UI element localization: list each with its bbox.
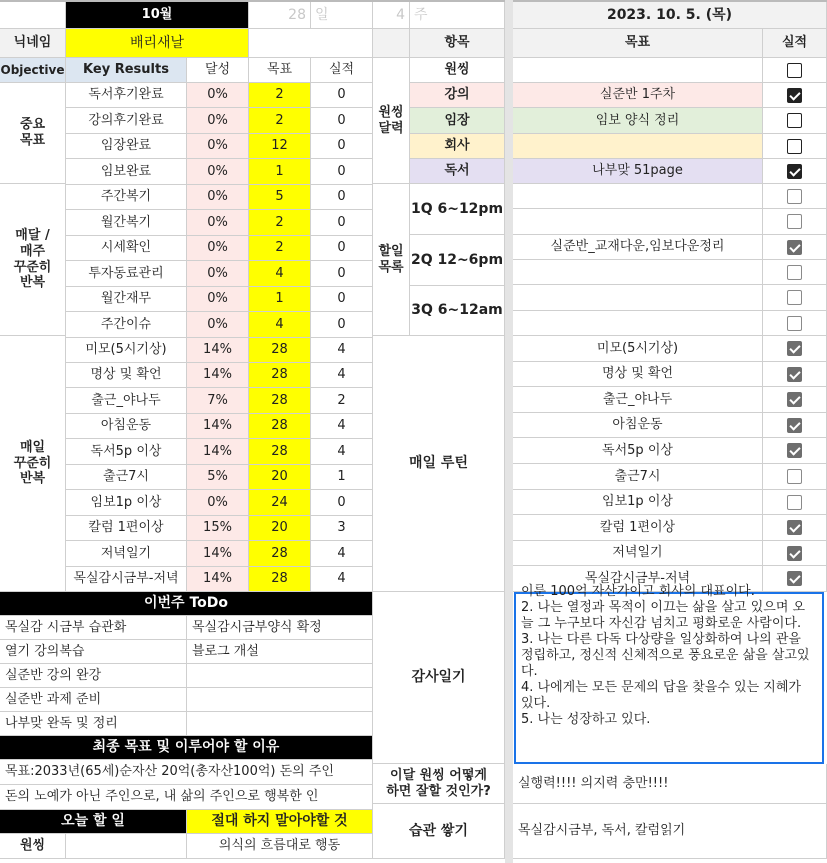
routine-checkbox-cell: [763, 541, 827, 566]
date-header: 2023. 10. 5. (목): [513, 2, 827, 29]
kr-goal[interactable]: 2: [249, 236, 311, 261]
kr-achieve: 15%: [187, 516, 249, 541]
todo-checkbox-cell: [763, 311, 827, 336]
routine-goal[interactable]: 출근_야나두: [513, 387, 763, 413]
kr-achieve: 14%: [187, 567, 249, 592]
month-cell[interactable]: 10월: [66, 2, 249, 29]
todo-checkbox-cell: [763, 184, 827, 209]
kr-name[interactable]: 칼럼 1편이상: [66, 516, 187, 541]
winning-goal[interactable]: [513, 134, 763, 159]
kr-actual[interactable]: 0: [311, 185, 373, 210]
weekly-todo-left[interactable]: 열기 강의복습: [0, 640, 187, 664]
kr-name[interactable]: 출근_야나두: [66, 388, 187, 414]
today-onething-value[interactable]: [66, 834, 187, 859]
winning-checkbox-cell: [763, 58, 827, 83]
weekly-todo-right[interactable]: 목실감시금부양식 확정: [187, 616, 373, 640]
kr-goal[interactable]: 28: [249, 567, 311, 592]
weekly-todo-right[interactable]: [187, 712, 373, 736]
goal-header: 목표: [513, 29, 763, 58]
todo-checkbox-cell: [763, 235, 827, 260]
kr-actual[interactable]: 0: [311, 312, 373, 338]
kr-actual[interactable]: 0: [311, 134, 373, 159]
kr-actual[interactable]: 0: [311, 83, 373, 108]
kr-name[interactable]: 아침운동: [66, 414, 187, 439]
todo-checkbox[interactable]: [787, 265, 802, 280]
achieve-header: 달성: [187, 58, 249, 83]
kr-name[interactable]: 독서5p 이상: [66, 439, 187, 465]
kr-achieve: 0%: [187, 490, 249, 516]
week-unit: 주: [410, 2, 505, 29]
kr-achieve: 0%: [187, 312, 249, 338]
kr-actual[interactable]: 0: [311, 261, 373, 287]
group-daily: 매일 꾸준히 반복: [0, 336, 66, 592]
todo-checkbox[interactable]: [787, 290, 802, 305]
kr-actual[interactable]: 0: [311, 159, 373, 185]
routine-checkbox[interactable]: [787, 392, 802, 407]
routine-checkbox[interactable]: [787, 418, 802, 433]
nick-label: 닉네임: [0, 29, 66, 58]
kr-achieve: 0%: [187, 185, 249, 210]
weekly-todo-right[interactable]: 블로그 개설: [187, 640, 373, 664]
routine-goal[interactable]: 출근7시: [513, 464, 763, 490]
key-results-header: Key Results: [66, 58, 187, 83]
kr-actual[interactable]: 4: [311, 541, 373, 567]
kr-actual[interactable]: 4: [311, 338, 373, 363]
winning-checkbox[interactable]: [787, 164, 802, 179]
kr-achieve: 0%: [187, 210, 249, 236]
kr-goal[interactable]: 12: [249, 134, 311, 159]
winning-item: 강의: [410, 83, 505, 108]
winning-group-label: 원씽 달력: [373, 58, 410, 184]
weekly-todo-left[interactable]: 나부맞 완독 및 정리: [0, 712, 187, 736]
kr-name[interactable]: 목실감시금부-저녁: [66, 567, 187, 592]
kr-name[interactable]: 임보1p 이상: [66, 490, 187, 516]
routine-goal[interactable]: 임보1p 이상: [513, 490, 763, 515]
kr-actual[interactable]: 4: [311, 439, 373, 465]
routine-goal[interactable]: 독서5p 이상: [513, 438, 763, 464]
winning-goal[interactable]: 실준반 1주차: [513, 83, 763, 108]
routine-checkbox-cell: [763, 515, 827, 541]
item-header: 항목: [410, 29, 505, 58]
routine-checkbox-cell: [763, 362, 827, 387]
kr-goal[interactable]: 5: [249, 185, 311, 210]
routine-goal[interactable]: 저녁일기: [513, 541, 763, 566]
routine-goal[interactable]: 칼럼 1편이상: [513, 515, 763, 541]
todo-checkbox-cell: [763, 285, 827, 311]
kr-name[interactable]: 월간재무: [66, 287, 187, 312]
todo-checkbox[interactable]: [787, 189, 802, 204]
kr-goal[interactable]: 28: [249, 414, 311, 439]
kr-goal[interactable]: 4: [249, 312, 311, 338]
kr-achieve: 5%: [187, 465, 249, 490]
habit-label: 습관 쌓기: [373, 804, 505, 859]
todo-group-label: 할일 목록: [373, 184, 410, 336]
kr-goal[interactable]: 1: [249, 159, 311, 185]
okr-actual-header: 실적: [311, 58, 373, 83]
slot-2q: 2Q 12~6pm: [410, 235, 505, 286]
routine-checkbox-cell: [763, 438, 827, 464]
kr-name[interactable]: 투자동료관리: [66, 261, 187, 287]
kr-actual[interactable]: 0: [311, 210, 373, 236]
gratitude-text: 이룬 100억 자산가이고 회사의 대표이다. 2. 나는 열정과 목적이 이끄는 삶을 살고 있으며 오늘 그 누구보다 자신감 넘치고 평화로운 사람이다. 3. 나는 다른 다독 다상량을 일상화하여 나의 관을 정립하고, 정신적 신체적으로 풍요로운 삶을 살고있다. 4. 나에게는 모든 문제의 답을 찾을수 있는 지혜가 있다. 5. 나는 성장하고 있다.: [521, 584, 810, 727]
blank-header: [373, 29, 410, 58]
winning-goal[interactable]: 임보 양식 정리: [513, 108, 763, 134]
winning-checkbox[interactable]: [787, 63, 802, 78]
kr-actual[interactable]: 2: [311, 388, 373, 414]
kr-name[interactable]: 주간이슈: [66, 312, 187, 338]
slot-3q: 3Q 6~12am: [410, 286, 505, 336]
weekly-todo-left[interactable]: 실준반 과제 준비: [0, 688, 187, 712]
kr-goal[interactable]: 20: [249, 516, 311, 541]
kr-name[interactable]: 강의후기완료: [66, 108, 187, 134]
objective-header: Objective: [0, 58, 66, 83]
kr-achieve: 0%: [187, 159, 249, 185]
kr-actual[interactable]: 0: [311, 236, 373, 261]
todo-checkbox-cell: [763, 260, 827, 285]
winning-checkbox-cell: [763, 159, 827, 184]
never-value[interactable]: 의식의 흐름대로 행동: [187, 834, 373, 859]
weekly-todo-left[interactable]: 목실감 시금부 습관화: [0, 616, 187, 640]
kr-goal[interactable]: 28: [249, 541, 311, 567]
kr-actual[interactable]: 4: [311, 363, 373, 388]
routine-goal[interactable]: 목실감시금부-저녁: [513, 566, 763, 592]
winning-checkbox-cell: [763, 134, 827, 159]
kr-goal[interactable]: 20: [249, 465, 311, 490]
kr-goal[interactable]: 2: [249, 83, 311, 108]
routine-goal[interactable]: 아침운동: [513, 413, 763, 438]
top-blank: [0, 2, 66, 29]
final-goal-line-1[interactable]: 목표:2033년(65세)순자산 20억(총자산100억) 돈의 주인: [0, 760, 373, 785]
kr-achieve: 0%: [187, 287, 249, 312]
plan-value[interactable]: 실행력!!!! 의지력 충만!!!!: [513, 764, 827, 804]
kr-goal[interactable]: 28: [249, 439, 311, 465]
today-title: 오늘 할 일: [0, 810, 187, 834]
day-unit: 일: [311, 2, 373, 29]
routine-goal[interactable]: 명상 및 확언: [513, 362, 763, 387]
winning-item: 회사: [410, 134, 505, 159]
todo-goal[interactable]: [513, 311, 763, 336]
routine-checkbox[interactable]: [787, 495, 802, 510]
okr-goal-header: 목표: [249, 58, 311, 83]
final-goal-title: 최종 목표 및 이루어야 할 이유: [0, 736, 373, 760]
kr-achieve: 14%: [187, 338, 249, 363]
kr-achieve: 14%: [187, 363, 249, 388]
gratitude-text-cell[interactable]: [514, 584, 824, 764]
todo-goal[interactable]: [513, 260, 763, 285]
blank-cell: [249, 29, 373, 58]
kr-actual[interactable]: 4: [311, 414, 373, 439]
week-num: 4: [373, 2, 410, 29]
habit-value[interactable]: 목실감시금부, 독서, 칼럼읽기: [513, 804, 827, 859]
todo-checkbox[interactable]: [787, 240, 802, 255]
routine-checkbox[interactable]: [787, 469, 802, 484]
kr-name[interactable]: 시세확인: [66, 236, 187, 261]
kr-actual[interactable]: 3: [311, 516, 373, 541]
routine-checkbox[interactable]: [787, 546, 802, 561]
kr-actual[interactable]: 4: [311, 567, 373, 592]
kr-achieve: 0%: [187, 261, 249, 287]
kr-name[interactable]: 미모(5시기상): [66, 338, 187, 363]
kr-name[interactable]: 월간복기: [66, 210, 187, 236]
weekly-todo-right[interactable]: [187, 688, 373, 712]
routine-goal[interactable]: 미모(5시기상): [513, 336, 763, 362]
todo-goal[interactable]: [513, 285, 763, 311]
routine-label: 매일 루틴: [373, 336, 505, 592]
routine-checkbox-cell: [763, 336, 827, 362]
kr-goal[interactable]: 24: [249, 490, 311, 516]
kr-name[interactable]: 주간복기: [66, 185, 187, 210]
todo-checkbox-cell: [763, 209, 827, 235]
kr-name[interactable]: 독서후기완료: [66, 83, 187, 108]
kr-achieve: 14%: [187, 541, 249, 567]
winning-checkbox-cell: [763, 108, 827, 134]
nick-value[interactable]: 배리새날: [66, 29, 249, 58]
winning-item: 원씽: [410, 58, 505, 83]
winning-goal[interactable]: [513, 58, 763, 83]
today-onething-label: 원씽: [0, 834, 66, 859]
winning-checkbox[interactable]: [787, 139, 802, 154]
winning-item: 독서: [410, 159, 505, 184]
todo-goal[interactable]: [513, 209, 763, 235]
weekly-todo-title: 이번주 ToDo: [0, 592, 373, 616]
routine-checkbox-cell: [763, 490, 827, 515]
routine-checkbox[interactable]: [787, 443, 802, 458]
winning-checkbox-cell: [763, 83, 827, 108]
todo-goal[interactable]: [513, 184, 763, 209]
winning-checkbox[interactable]: [787, 113, 802, 128]
kr-goal[interactable]: 2: [249, 210, 311, 236]
column-gap: [505, 0, 513, 863]
kr-name[interactable]: 임장완료: [66, 134, 187, 159]
kr-goal[interactable]: 4: [249, 261, 311, 287]
kr-name[interactable]: 임보완료: [66, 159, 187, 185]
kr-actual[interactable]: 0: [311, 108, 373, 134]
slot-1q: 1Q 6~12pm: [410, 184, 505, 235]
group-monthly: 매달 / 매주 꾸준히 반복: [0, 184, 66, 336]
gratitude-label: 감사일기: [373, 592, 505, 764]
winning-goal[interactable]: 나부맞 51page: [513, 159, 763, 184]
kr-achieve: 7%: [187, 388, 249, 414]
kr-goal[interactable]: 28: [249, 388, 311, 414]
routine-checkbox[interactable]: [787, 341, 802, 356]
routine-checkbox-cell: [763, 413, 827, 438]
kr-achieve: 0%: [187, 236, 249, 261]
kr-goal[interactable]: 28: [249, 338, 311, 363]
kr-name[interactable]: 출근7시: [66, 465, 187, 490]
routine-checkbox-cell: [763, 387, 827, 413]
todo-goal[interactable]: 실준반_교재다운,임보다운정리: [513, 235, 763, 260]
kr-achieve: 0%: [187, 134, 249, 159]
kr-goal[interactable]: 1: [249, 287, 311, 312]
routine-checkbox-cell: [763, 464, 827, 490]
winning-checkbox[interactable]: [787, 88, 802, 103]
kr-name[interactable]: 저녁일기: [66, 541, 187, 567]
kr-achieve: 14%: [187, 439, 249, 465]
kr-achieve: 14%: [187, 414, 249, 439]
kr-actual[interactable]: 1: [311, 465, 373, 490]
kr-actual[interactable]: 0: [311, 490, 373, 516]
kr-name[interactable]: 명상 및 확언: [66, 363, 187, 388]
actual-header: 실적: [763, 29, 827, 58]
routine-checkbox[interactable]: [787, 367, 802, 382]
plan-label: 이달 원씽 어떻게 하면 잘할 것인가?: [373, 764, 505, 804]
kr-goal[interactable]: 2: [249, 108, 311, 134]
weekly-todo-right[interactable]: [187, 664, 373, 688]
group-important: 중요 목표: [0, 83, 66, 184]
todo-checkbox[interactable]: [787, 316, 802, 331]
day-num: 28: [249, 2, 311, 29]
todo-checkbox[interactable]: [787, 214, 802, 229]
kr-achieve: 0%: [187, 108, 249, 134]
winning-item: 임장: [410, 108, 505, 134]
weekly-todo-left[interactable]: 실준반 강의 완강: [0, 664, 187, 688]
kr-actual[interactable]: 0: [311, 287, 373, 312]
kr-goal[interactable]: 28: [249, 363, 311, 388]
final-goal-line-2[interactable]: 돈의 노예가 아닌 주인으로, 내 삶의 주인으로 행복한 인: [0, 785, 373, 810]
never-title: 절대 하지 말아야할 것: [187, 810, 373, 834]
routine-checkbox[interactable]: [787, 520, 802, 535]
kr-achieve: 0%: [187, 83, 249, 108]
